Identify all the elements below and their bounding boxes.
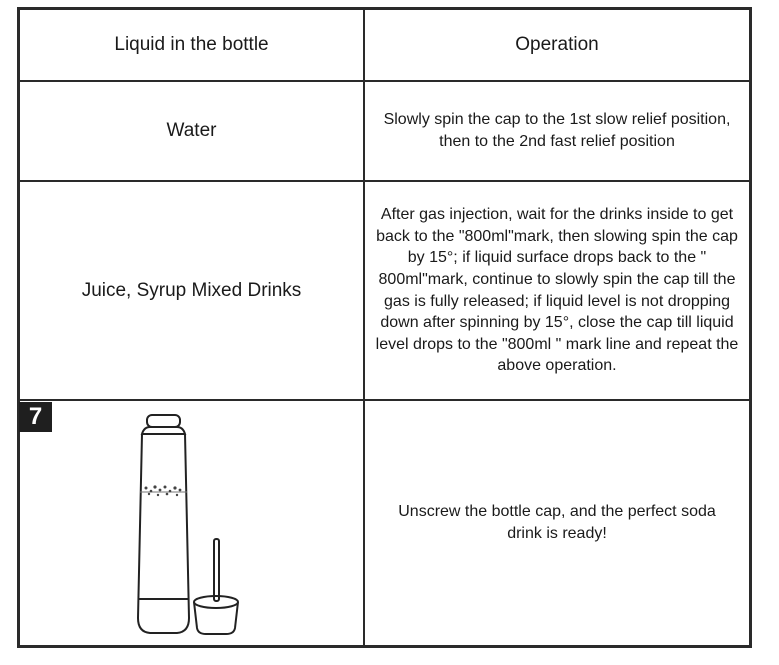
operation-juice-syrup: After gas injection, wait for the drinks inside to get back to the "800ml"mark, then slowing spin the cap by 15°; if liquid surface drops back to the " 800ml"mark, continue to slowly spin the cap till the gas is fully released; if liquid level is not dropping down after spinning by 15°, close the cap till liquid level drops to the "800ml " mark line and repeat the above operation. [375, 206, 739, 375]
bottle-and-cap-illustration [120, 412, 250, 643]
liquid-juice-syrup: Juice, Syrup Mixed Drinks [81, 279, 302, 301]
operation-step-7: Unscrew the bottle cap, and the perfect soda drink is ready! [398, 502, 716, 542]
bottle-icon [120, 412, 250, 638]
operation-water: Slowly spin the cap to the 1st slow relief position, then to the 2nd fast relief position [383, 110, 731, 150]
step-number-badge: 7 [19, 402, 52, 432]
header-operation: Operation [515, 34, 599, 55]
header-liquid: Liquid in the bottle [114, 34, 269, 55]
liquid-water: Water [166, 120, 217, 141]
